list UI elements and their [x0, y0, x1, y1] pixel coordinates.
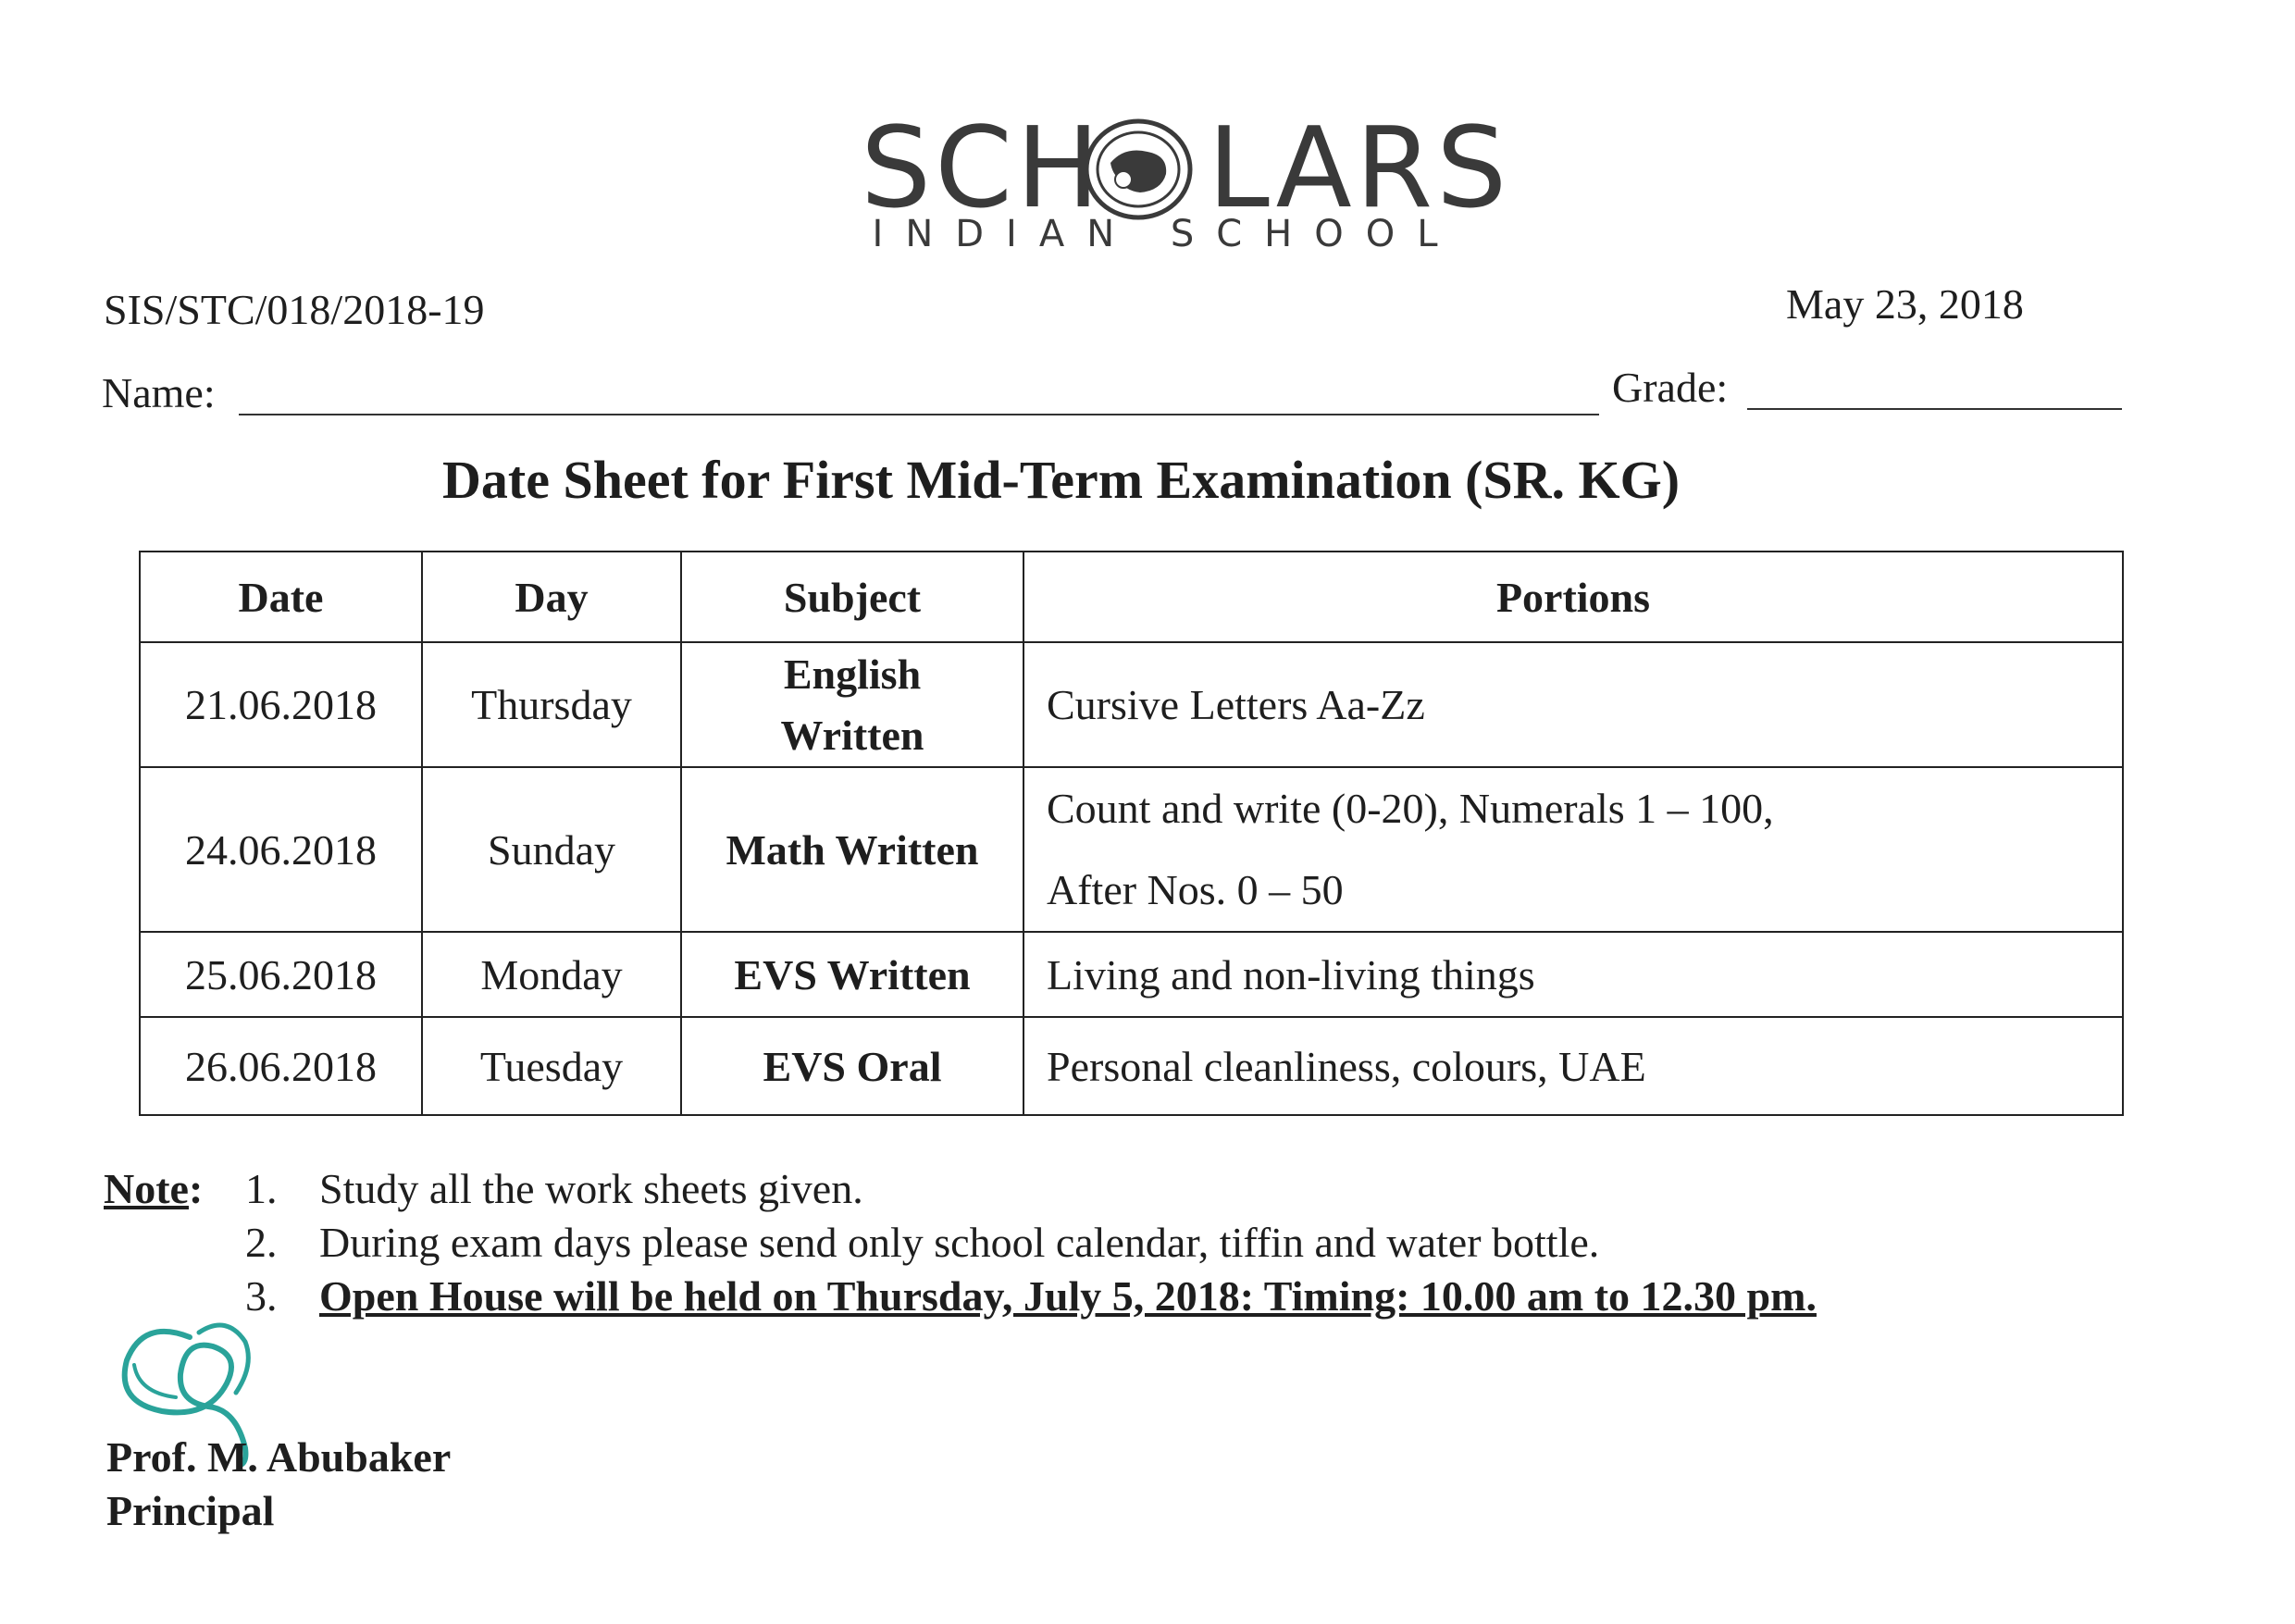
cell-day: Tuesday — [422, 1017, 681, 1115]
cell-day: Sunday — [422, 767, 681, 932]
cell-portions — [1023, 642, 2123, 767]
portion-line: Living and non-living things — [1047, 950, 1535, 998]
grade-blank-line — [1747, 408, 2122, 410]
portion-line: Personal cleanliness, colours, UAE — [1047, 1042, 1646, 1090]
note-item — [245, 1164, 863, 1213]
note-text: Study all the work sheets given. — [319, 1165, 863, 1212]
cell-portions — [1023, 1017, 2123, 1115]
principal-title: Principal — [106, 1487, 275, 1534]
note-number: 1. — [245, 1165, 278, 1212]
exam-schedule-table — [139, 551, 2124, 1116]
note-text: During exam days please send only school calendar, tiffin and water bottle. — [319, 1219, 1600, 1266]
subject-line: Written — [780, 711, 924, 759]
subject-line: EVS Written — [734, 950, 971, 998]
cell-day: Monday — [422, 932, 681, 1017]
page-title: Date Sheet for First Mid-Term Examination (SR. KG) — [442, 450, 1681, 510]
header-subject: Subject — [681, 552, 1023, 642]
table-row — [140, 932, 2123, 1017]
portion-line: Count and write (0-20), Numerals 1 – 100, — [1047, 785, 1774, 832]
name-label: Name: — [102, 369, 216, 416]
header-portions: Portions — [1023, 552, 2123, 642]
header-day: Day — [422, 552, 681, 642]
cell-date: 24.06.2018 — [140, 767, 422, 932]
name-blank-line — [239, 414, 1599, 415]
cell-subject — [681, 642, 1023, 767]
note-number: 2. — [245, 1219, 278, 1266]
principal-name: Prof. M. Abubaker — [106, 1433, 452, 1481]
cell-date: 26.06.2018 — [140, 1017, 422, 1115]
cell-portions — [1023, 767, 2123, 932]
cell-date: 21.06.2018 — [140, 642, 422, 767]
note-item — [245, 1218, 1599, 1267]
grade-label: Grade: — [1612, 364, 1729, 411]
note-text: Open House will be held on Thursday, July 5, 2018: Timing: 10.00 am to 12.30 pm. — [319, 1272, 1817, 1320]
logo-wordmark-left: SCH — [861, 105, 1104, 233]
portion-line: After Nos. 0 – 50 — [1047, 866, 1344, 913]
school-logo — [851, 105, 1511, 259]
header-date: Date — [140, 552, 422, 642]
cell-subject — [681, 932, 1023, 1017]
portion-line: Cursive Letters Aa-Zz — [1047, 681, 1425, 728]
table-header-row — [140, 552, 2123, 642]
table-row — [140, 642, 2123, 767]
cell-subject — [681, 1017, 1023, 1115]
subject-line: EVS Oral — [763, 1042, 942, 1090]
table-row — [140, 767, 2123, 932]
cell-date: 25.06.2018 — [140, 932, 422, 1017]
note-label-text: Note — [104, 1165, 189, 1212]
cell-subject — [681, 767, 1023, 932]
logo-wordmark-right: LARS — [1208, 105, 1511, 233]
issue-date: May 23, 2018 — [1786, 280, 2024, 328]
subject-line: Math Written — [726, 825, 979, 874]
reference-number: SIS/STC/018/2018-19 — [104, 286, 485, 333]
note-number: 3. — [245, 1272, 278, 1320]
cell-portions — [1023, 932, 2123, 1017]
cell-day: Thursday — [422, 642, 681, 767]
subject-line: English — [783, 650, 922, 698]
note-item — [245, 1271, 1817, 1320]
note-label: Note: — [104, 1165, 204, 1212]
school-seal-icon — [1083, 118, 1194, 220]
logo-subtitle: INDIAN SCHOOL — [872, 213, 1460, 255]
table-row — [140, 1017, 2123, 1115]
